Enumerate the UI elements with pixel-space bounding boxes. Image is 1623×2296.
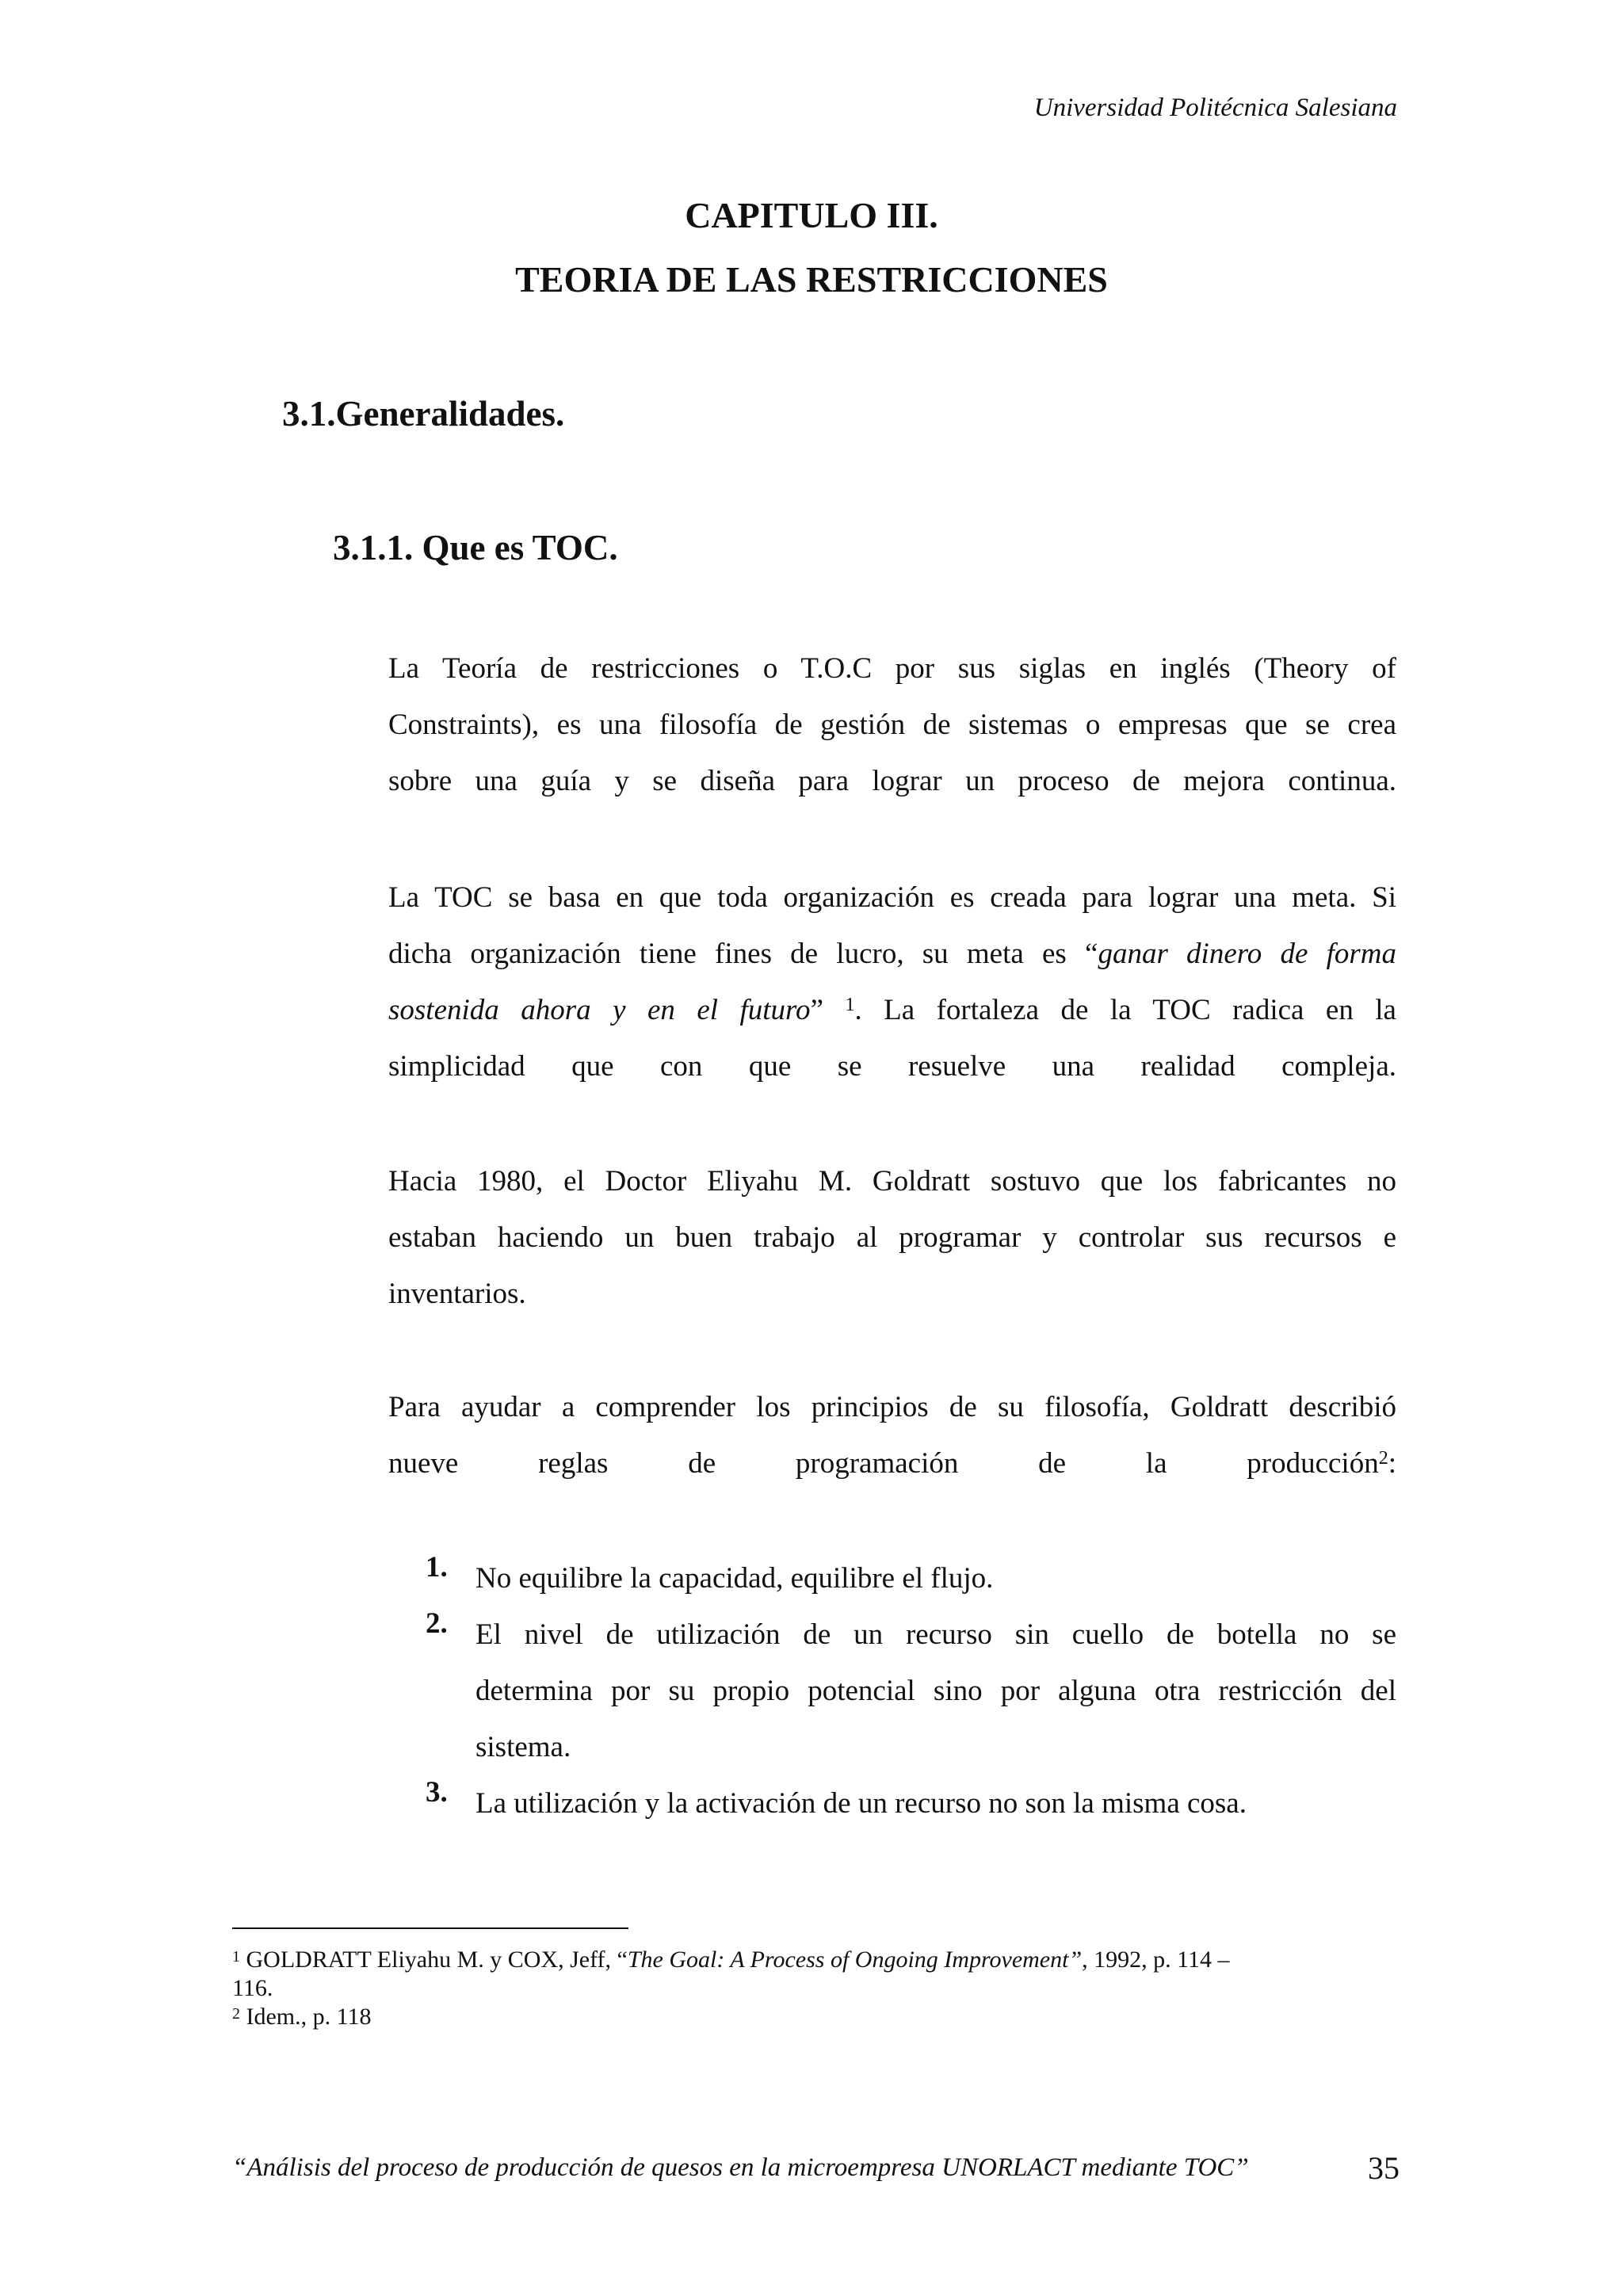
- footnote-line: 116.: [232, 1975, 273, 2001]
- paragraph-line: sobre una guía y se diseña para lograr un proceso de mejora continua.: [388, 765, 1396, 797]
- list-number: 2.: [426, 1607, 448, 1640]
- paragraph-line: simplicidad que con que se resuelve una realidad compleja.: [388, 1050, 1396, 1083]
- paragraph-text: . La fortaleza de la TOC radica en la: [854, 994, 1396, 1026]
- paragraph-line: [388, 926, 1396, 982]
- chapter-number: CAPITULO III.: [685, 195, 938, 235]
- paragraph-line: La Teoría de restricciones o T.O.C por sus siglas en inglés (Theory of: [388, 652, 1396, 685]
- quote-italic: sostenida ahora y en el futuro: [388, 994, 811, 1026]
- footnote-1: [232, 1946, 1397, 2003]
- list-line: La utilización y la activación de un recurso no son la misma cosa.: [475, 1787, 1247, 1820]
- paragraph-text: :: [1388, 1447, 1396, 1480]
- footnote-book-title: The Goal: A Process of Ongoing Improvement”: [627, 1946, 1083, 1973]
- list-item: [475, 1775, 1396, 1832]
- list-number: 1.: [426, 1551, 448, 1584]
- list-line: determina por su propio potencial sino por alguna otra restricción del: [475, 1675, 1396, 1707]
- paragraph-line: Constraints), es una filosofía de gestión de sistemas o empresas que se crea: [388, 709, 1396, 741]
- list-item: [475, 1550, 1396, 1606]
- section-heading: 3.1.Generalidades.: [282, 394, 565, 434]
- footnote-ref[interactable]: 2: [1378, 1448, 1388, 1469]
- footnote-marker: 2: [232, 2005, 240, 2023]
- paragraph-line: [388, 1435, 1396, 1492]
- footnote-2: [232, 2003, 1397, 2031]
- paragraph-3: [388, 1153, 1396, 1322]
- paragraph-line: inventarios.: [388, 1278, 526, 1310]
- list-line: sistema.: [475, 1731, 571, 1763]
- chapter-title: TEORIA DE LAS RESTRICCIONES: [515, 259, 1108, 300]
- list-item: [475, 1606, 1396, 1775]
- subsection-heading: 3.1.1. Que es TOC.: [333, 528, 618, 567]
- footnote-line: [232, 1946, 1397, 1974]
- footnote-divider: [232, 1927, 628, 1929]
- list-number: 3.: [426, 1776, 448, 1809]
- paragraph-text: dicha organización tiene fines de lucro, su meta es “: [388, 938, 1098, 970]
- paragraph-4: [388, 1379, 1396, 1492]
- list-line: No equilibre la capacidad, equilibre el flujo.: [475, 1562, 994, 1595]
- running-footer: “Análisis del proceso de producción de quesos en la microempresa UNORLACT mediante TOC”: [232, 2153, 1249, 2182]
- quote-italic: ganar dinero de forma: [1098, 938, 1396, 970]
- paragraph-line: [388, 982, 1396, 1038]
- paragraph-line: Para ayudar a comprender los principios de su filosofía, Goldratt describió: [388, 1391, 1396, 1423]
- paragraph-line: La TOC se basa en que toda organización es creada para lograr una meta. Si: [388, 881, 1396, 914]
- list-line: El nivel de utilización de un recurso sin cuello de botella no se: [475, 1618, 1396, 1651]
- footnote-text: , 1992, p. 114 –: [1082, 1946, 1230, 1973]
- page-number: 35: [1368, 2150, 1400, 2186]
- running-header: Universidad Politécnica Salesiana: [1033, 94, 1397, 122]
- paragraph-2: [388, 869, 1396, 1095]
- paragraph-text: nueve reglas de programación de la producción: [388, 1447, 1379, 1480]
- paragraph-line: estaban haciendo un buen trabajo al programar y controlar sus recursos e: [388, 1221, 1396, 1254]
- footnote-text: GOLDRATT Eliyahu M. y COX, Jeff, “: [240, 1946, 628, 1973]
- paragraph-line: Hacia 1980, el Doctor Eliyahu M. Goldratt sostuvo que los fabricantes no: [388, 1165, 1396, 1198]
- paragraph-1: [388, 640, 1396, 809]
- footnote-text: Idem., p. 118: [240, 2004, 372, 2030]
- footnote-ref[interactable]: 1: [845, 995, 855, 1015]
- paragraph-text: ”: [810, 994, 846, 1026]
- footnote-marker: 1: [232, 1948, 240, 1966]
